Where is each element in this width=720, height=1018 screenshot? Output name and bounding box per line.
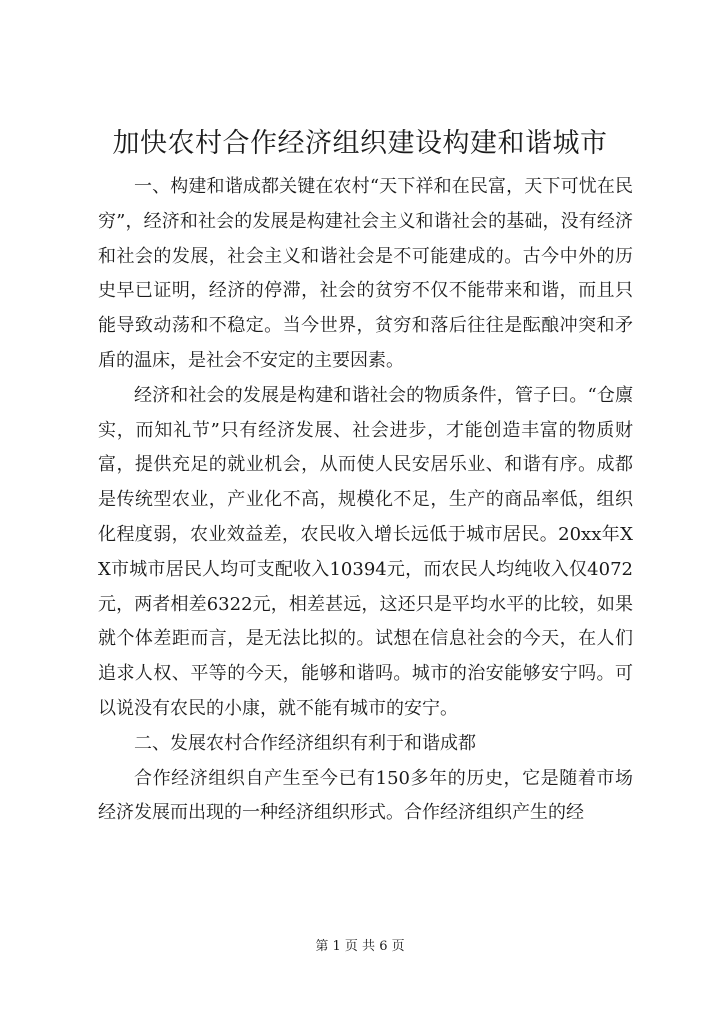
paragraph-1: 一、构建和谐成都关键在农村“天下祥和在民富，天下可忧在民穷”，经济和社会的发展是构建社会主义和谐社会的基础，没有经济和社会的发展，社会主义和谐社会是不可能建成的。古今中外的历史早已证明，经济的停滞，社会的贫穷不仅不能带来和谐，而且只能导致动荡和不稳定。当今世界，贫穷和落后往往是酝酿冲突和矛盾的温床，是社会不安定的主要因素。	[98, 176, 633, 371]
paragraph-2: 经济和社会的发展是构建和谐社会的物质条件，管子曰。“仓廪实，而知礼节”只有经济发展、社会进步，才能创造丰富的物质财富，提供充足的就业机会，从而使人民安居乐业、和谐有序。成都是传统型农业，产业化不高，规模化不足，生产的商品率低，组织化程度弱，农业效益差，农民收入增长远低于城市居民。20xx年XX市城市居民人均可支配收入10394元，而农民人均纯收入仅4072元，两者相差6322元，相差甚远，这还只是平均水平的比较，如果就个体差距而言，是无法比拟的。试想在信息社会的今天，在人们追求人权、平等的今天，能够和谐吗。城市的治安能够安宁吗。可以说没有农民的小康，就不能有城市的安宁。	[98, 384, 633, 719]
document-body	[98, 170, 633, 831]
paragraph-3: 合作经济组织自产生至今已有150多年的历史，它是随着市场经济发展而出现的一种经济组织形式。合作经济组织产生的经	[98, 767, 633, 824]
section-heading-2: 二、发展农村合作经济组织有利于和谐成都	[134, 732, 476, 754]
document-title: 加快农村合作经济组织建设构建和谐城市	[112, 128, 608, 159]
page-footer: 第 1 页 共 6 页	[315, 939, 405, 954]
